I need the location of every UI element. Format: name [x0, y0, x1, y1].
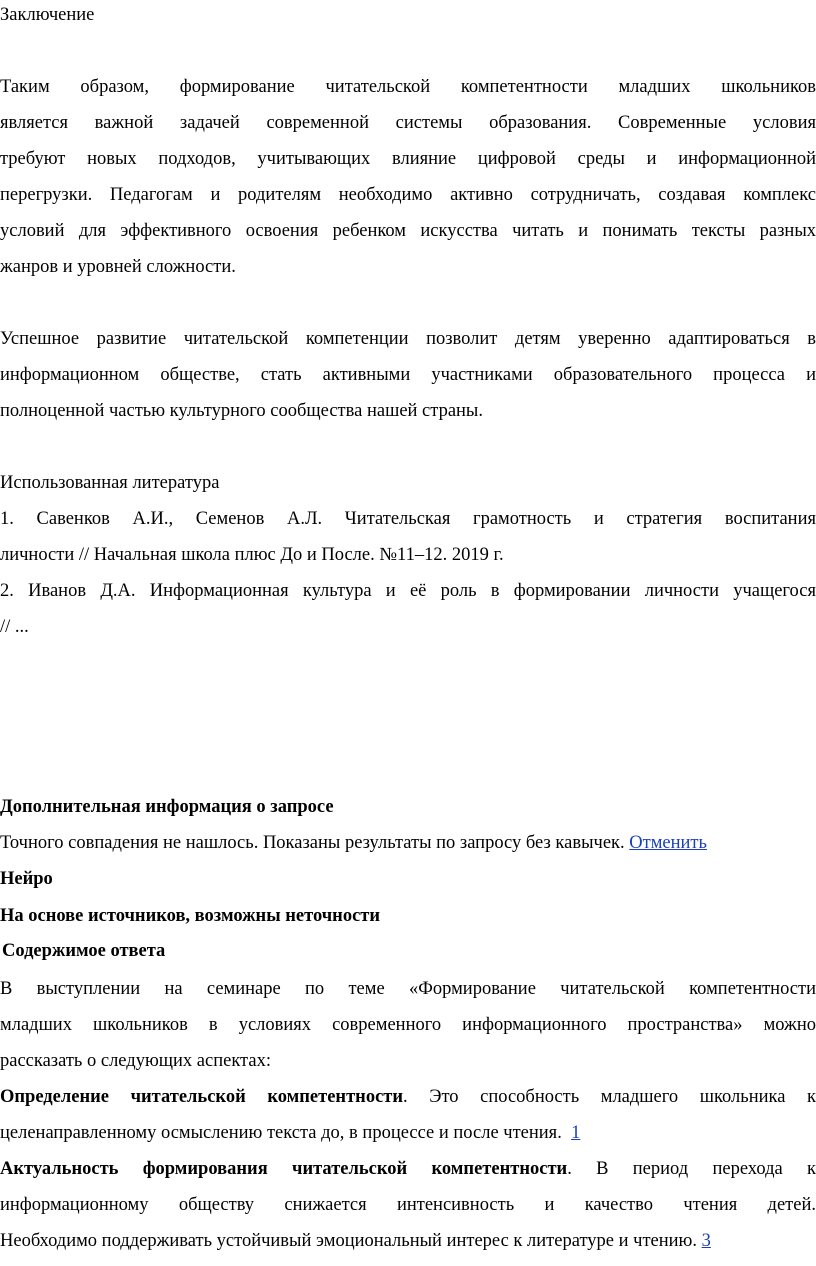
query-info-heading: Дополнительная информация о запросе [0, 797, 334, 817]
reference-line: // ... [0, 617, 29, 637]
conclusion-p2-line: информационном обществе, стать активными участниками образовательного процесса и [0, 365, 816, 385]
answer-item-1-term: Определение читательской компетентности [0, 1087, 404, 1107]
source-ref-link[interactable]: 1 [571, 1123, 581, 1143]
answer-item-1-text: целенаправленному осмыслению текста до, в процессе и после чтения. [0, 1123, 562, 1143]
answer-intro-line: рассказать о следующих аспектах: [0, 1051, 271, 1071]
answer-item-2-text: Необходимо поддерживать устойчивый эмоциональный интерес к литературе и чтению. [0, 1231, 698, 1251]
answer-item-1-text: . Это способность младшего школьника к [403, 1087, 816, 1107]
conclusion-p1-line: перегрузки. Педагогам и родителям необходимо активно сотрудничать, создавая комплекс [0, 185, 816, 205]
answer-item-1-line [0, 1122, 816, 1144]
conclusion-p1-line: жанров и уровней сложности. [0, 257, 236, 277]
query-info-message-line [0, 832, 816, 854]
reference-line: личности // Начальная школа плюс До и После. №11–12. 2019 г. [0, 545, 504, 565]
answer-heading: Содержимое ответа [2, 941, 166, 961]
answer-item-2-term: Актуальность формирования читательской компетентности [0, 1159, 568, 1179]
answer-item-1-line [0, 1086, 816, 1108]
neuro-label: Нейро [0, 869, 53, 889]
answer-item-2-line [0, 1158, 816, 1180]
answer-intro-line: младших школьников в условиях современного информационного пространства» можно [0, 1015, 816, 1035]
conclusion-p1-line: является важной задачей современной системы образования. Современные условия [0, 113, 816, 133]
query-info-message: Точного совпадения не нашлось. Показаны результаты по запросу без кавычек. [0, 833, 625, 853]
answer-item-2-line [0, 1230, 816, 1252]
conclusion-p1-line: требуют новых подходов, учитывающих влияние цифровой среды и информационной [0, 149, 816, 169]
conclusion-p1-line: условий для эффективного освоения ребенком искусства читать и понимать тексты разных [0, 221, 816, 241]
reference-line: 1. Савенков А.И., Семенов А.Л. Читательская грамотность и стратегия воспитания [0, 509, 816, 529]
conclusion-p1-line: Таким образом, формирование читательской компетентности младших школьников [0, 77, 816, 97]
conclusion-p2-line: Успешное развитие читательской компетенции позволит детям уверенно адаптироваться в [0, 329, 816, 349]
cancel-link[interactable]: Отменить [629, 833, 707, 853]
answer-intro-line: В выступлении на семинаре по теме «Формирование читательской компетентности [0, 979, 816, 999]
conclusion-heading: Заключение [0, 5, 95, 25]
reference-line: 2. Иванов Д.А. Информационная культура и её роль в формировании личности учащегося [0, 581, 816, 601]
conclusion-p2-line: полноценной частью культурного сообщества нашей страны. [0, 401, 483, 421]
disclaimer: На основе источников, возможны неточности [0, 906, 381, 926]
answer-item-2-text: . В период перехода к [567, 1159, 816, 1179]
answer-item-2-line: информационному обществу снижается интенсивность и качество чтения детей. [0, 1195, 816, 1215]
references-heading: Использованная литература [0, 473, 220, 493]
source-ref-link[interactable]: 3 [701, 1231, 711, 1251]
